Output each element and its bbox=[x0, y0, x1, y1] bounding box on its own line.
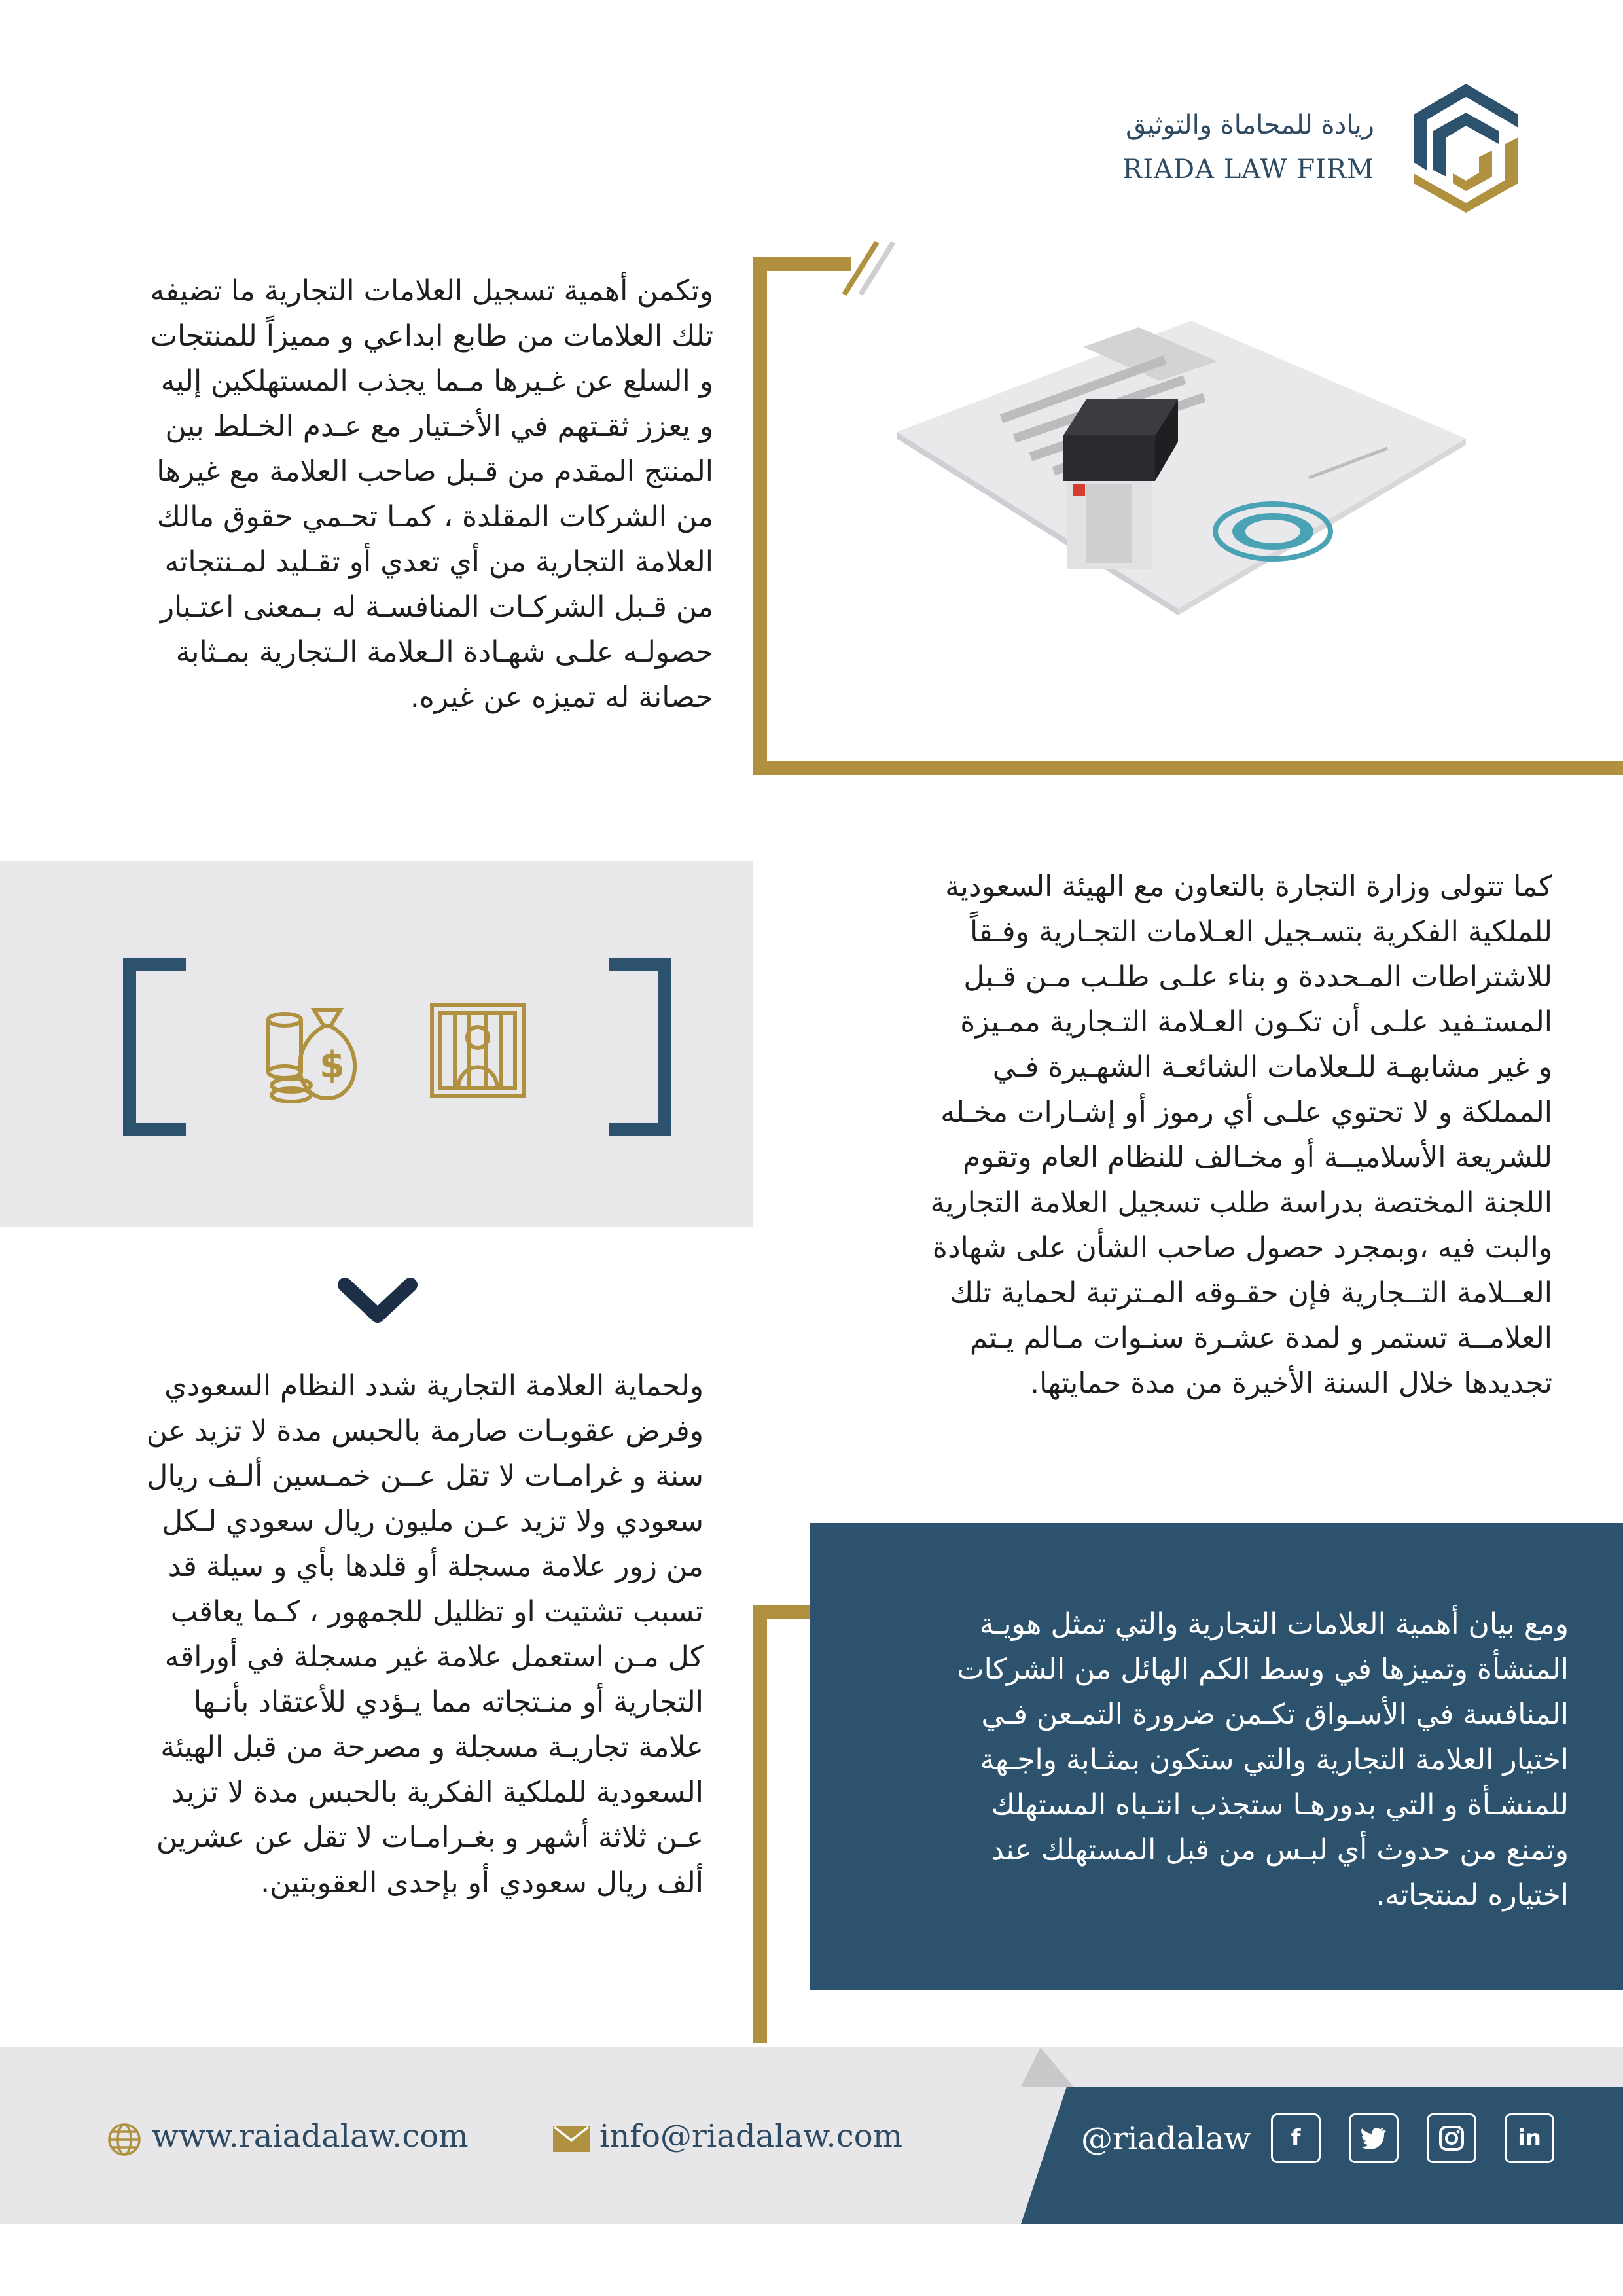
trademark-importance-paragraph: وتكمن أهمية تسجيل العلامات التجارية ما تضيفه تلك العلامات من طابع ابداعي و مميزاً للمنتجات و السلع عن غـيرها مـما يجذب المستهلكين إليه و يعزز ثقـتهم في الأخـتيار مع عـدم الخـلط بين المنتج المقدم من قـبل صاحب العلامة مع غيرها من الشركات المقلدة ، كمـا تحـمي حقوق مالك العلامة التجارية من أي تعدي أو تقـليد لمـنتجاته من قـبل الشركـات المنافسـة له بـمعنى اعتـبار حصولـه علـى شهـادة الـعلامة الـتجارية بمـثابة حصانة له تميزه عن غيره. bbox=[150, 274, 713, 714]
facebook-icon[interactable]: f bbox=[1271, 2113, 1321, 2163]
riada-logo-icon bbox=[1394, 79, 1538, 216]
svg-text:$: $ bbox=[319, 1044, 345, 1086]
left-bracket-vertical bbox=[123, 958, 136, 1136]
right-bracket-bottom bbox=[609, 1123, 671, 1136]
globe-icon bbox=[107, 2123, 141, 2157]
gold-frame-left-bar bbox=[753, 257, 767, 775]
email-link[interactable]: info@riadalaw.com bbox=[599, 2118, 903, 2155]
twitter-icon[interactable] bbox=[1349, 2113, 1399, 2163]
stamp-document-icon bbox=[890, 308, 1479, 622]
gold-vertical-bar-bottom bbox=[753, 1605, 767, 2043]
left-bracket-bottom bbox=[123, 1123, 186, 1136]
right-bracket-vertical bbox=[658, 958, 671, 1136]
gray-illustration-panel bbox=[0, 861, 753, 1227]
gold-horizontal-bar-bottom bbox=[753, 1605, 818, 1619]
envelope-icon bbox=[553, 2126, 590, 2152]
gold-frame-bottom-bar bbox=[753, 761, 1623, 775]
ministry-registration-paragraph: كما تتولى وزارة التجارة بالتعاون مع الهيئة السعودية للملكية الفكرية بتسـجيل العـلامات التجـارية وفـقاً للاشتراطات المـحددة و بناء علـى طلـب مـن قـبل المستـفيد علـى أن تكـون العـلامة التـجارية ممـيزة و غير مشابهـة للـعلامات الشائعـة الشهـيرة فـي المملكة و لا تحتوي علـى أي رموز أو إشـارات مخـله للشريعة الأسلاميــة أو مخـالف للنظام العام وتقوم اللجنة المختصة بدراسة طلب تسجيل العلامة التجارية والبت فيه ،وبمجرد حصول صاحب الشأن على شهادة العــلامة التــجارية فإن حقـوقه المـترتبة لحماية تلك العلامــة تستمر و لمدة عشـرة سنـوات مـالم يـتم تجديدها خلال السنة الأخيرة من مدة حمايتها. bbox=[930, 870, 1552, 1400]
brand-arabic-name: ريادة للمحاماة والتوثيق bbox=[1126, 110, 1374, 140]
money-bag-icon bbox=[262, 1000, 373, 1105]
decorative-slashes bbox=[831, 236, 903, 301]
left-bracket-top bbox=[123, 958, 186, 971]
penalties-paragraph: ولحماية العلامة التجارية شدد النظام السعودي وفرض عقوبـات صارمة بالحبس مدة لا تزيد عن سنة و غرامـات لا تقل عــن خمـسين ألـف ريال سعودي ولا تزيد عـن مليون ريال سعودي لـكل من زور علامة مسجلة أو قلدها بأي و سيلة قد تسبب تشتيت او تظليل للجمهور ، كـما يعاقب كل مـن استعمل علامة غير مسجلة في أوراقه التجارية أو منـتجاته مما يـؤدي للأعتقاد بأنـها علامة تجاريـة مسجلة و مصرحة من قبل الهيئة السعودية للملكية الفكرية بالحبس مدة لا تزيد عـن ثلاثة أشهر و بغـرامـات لا تقل عن عشرين ألف ريال سعودي أو بإحدى العقوبتين. bbox=[146, 1369, 704, 1899]
jail-icon bbox=[429, 1001, 527, 1100]
brand-english-name: RIADA LAW FIRM bbox=[1122, 154, 1374, 185]
website-link[interactable]: www.raiadalaw.com bbox=[152, 2118, 469, 2155]
social-handle: @riadalaw bbox=[1081, 2121, 1251, 2157]
instagram-icon[interactable] bbox=[1427, 2113, 1476, 2163]
chevron-down-icon bbox=[335, 1275, 420, 1327]
brand-identity-paragraph: ومع بيان أهمية العلامات التجارية والتي تمثل هويـة المنشأة وتميزها في وسط الكم الهائل من الشركات المنافسة في الأسـواق تكـمن ضرورة التمـعن فـي اختيار العلامة التجارية والتي ستكون بمثـابة واجـهة للمنشـأة و التي بدورهـا ستجذب انتـباه المستهلك وتمنع من حدوث أي لبـس من قبل المستهلك عند اختياره لمنتجاته. bbox=[957, 1607, 1569, 1912]
linkedin-icon[interactable]: in bbox=[1505, 2113, 1554, 2163]
brand-identity-box bbox=[810, 1523, 1623, 1990]
right-bracket-top bbox=[609, 958, 671, 971]
